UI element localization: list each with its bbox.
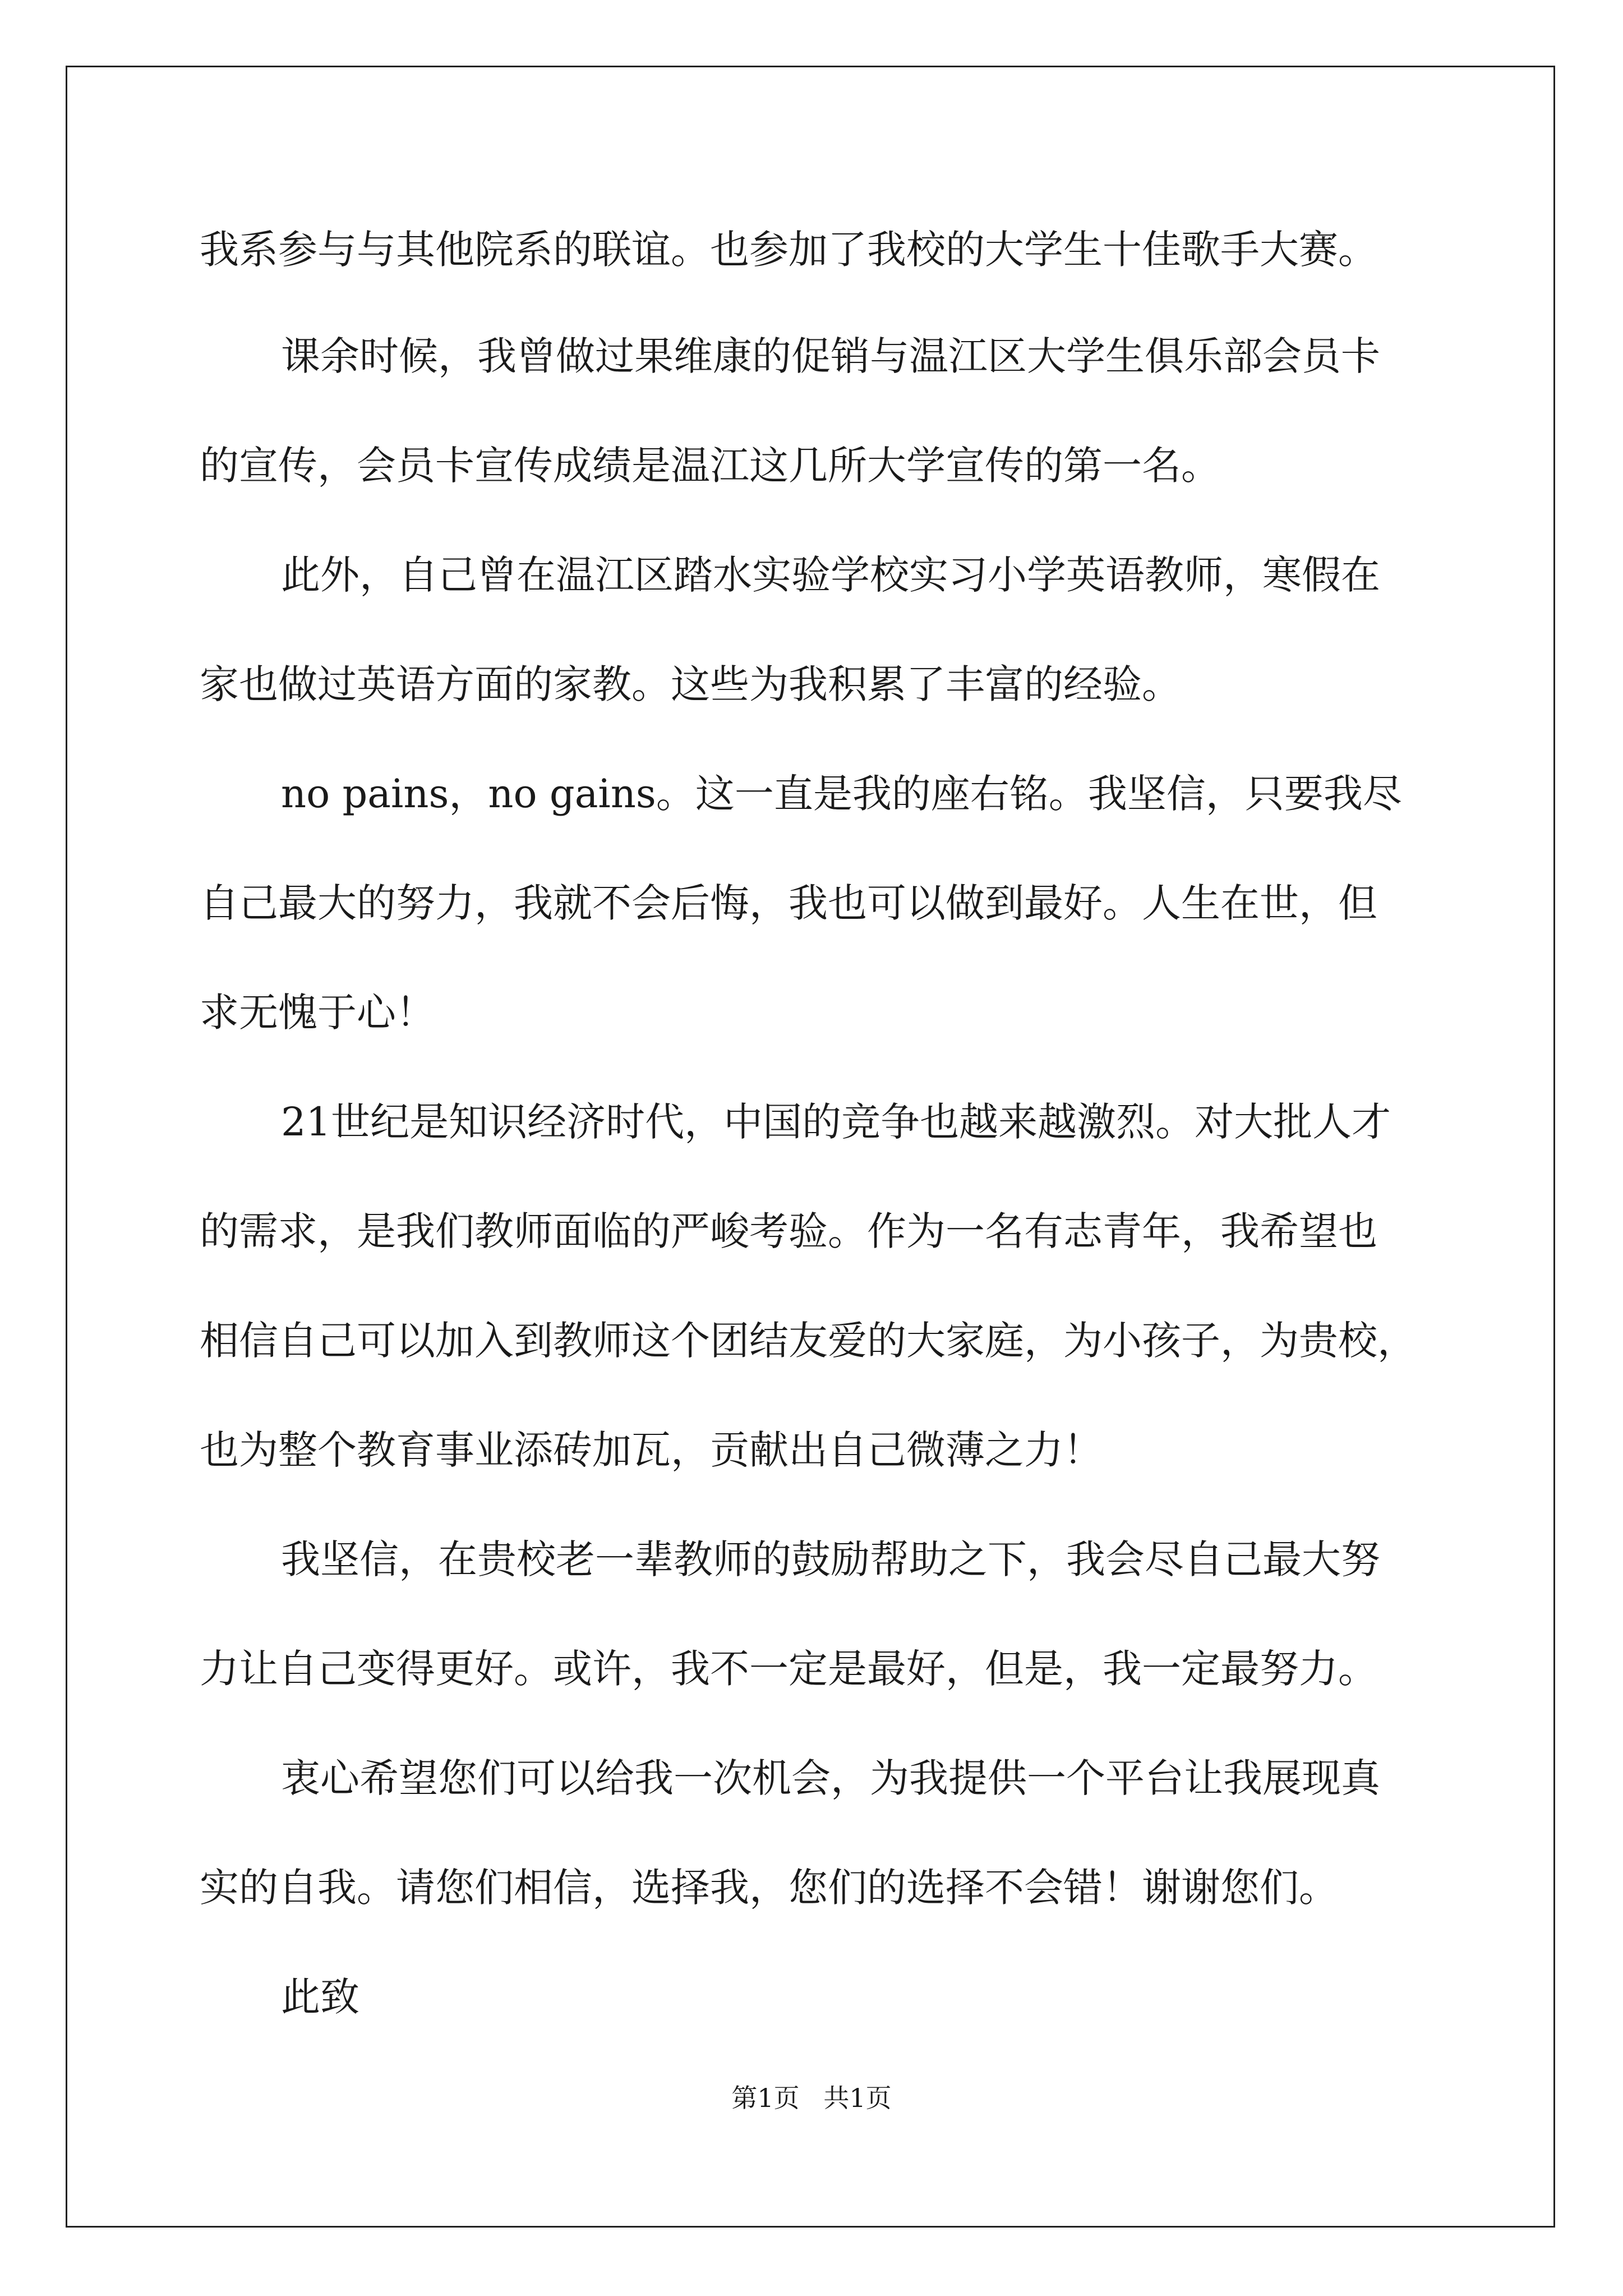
text-line: 自己最大的努力，我就不会后悔，我也可以做到最好。人生在世，但	[200, 880, 1377, 926]
text-line: 我系参与与其他院系的联谊。也参加了我校的大学生十佳歌手大赛。	[200, 227, 1377, 273]
text-line: 力让自己变得更好。或许，我不一定是最好，但是，我一定最努力。	[200, 1646, 1377, 1692]
text-line: 也为整个教育事业添砖加瓦，贡献出自己微薄之力！	[200, 1427, 1103, 1473]
page-count: 共1页	[823, 2083, 892, 2113]
page-footer	[0, 2081, 1623, 2115]
text-line: 的宣传，会员卡宣传成绩是温江这几所大学宣传的第一名。	[200, 443, 1220, 489]
text-line: 求无愧于心！	[200, 990, 435, 1036]
text-line: 我坚信，在贵校老一辈教师的鼓励帮助之下，我会尽自己最大努	[281, 1536, 1380, 1582]
page-number: 第1页	[731, 2083, 800, 2113]
text-line: 衷心希望您们可以给我一次机会，为我提供一个平台让我展现真	[281, 1755, 1380, 1801]
text-line: 实的自我。请您们相信，选择我，您们的选择不会错！谢谢您们。	[200, 1865, 1338, 1911]
text-line: no pains，no gains。这一直是我的座右铭。我坚信，只要我尽	[281, 771, 1402, 817]
text-line: 相信自己可以加入到教师这个团结友爱的大家庭，为小孩子，为贵校，	[200, 1318, 1417, 1364]
text-line: 21世纪是知识经济时代，中国的竞争也越来越激烈。对大批人才	[281, 1099, 1391, 1145]
text-line: 课余时候，我曾做过果维康的促销与温江区大学生俱乐部会员卡	[281, 333, 1380, 379]
text-line: 家也做过英语方面的家教。这些为我积累了丰富的经验。	[200, 661, 1181, 707]
text-line: 此致	[281, 1974, 359, 2020]
text-line: 的需求，是我们教师面临的严峻考验。作为一名有志青年，我希望也	[200, 1208, 1377, 1254]
text-line: 此外，自己曾在温江区踏水实验学校实习小学英语教师，寒假在	[281, 552, 1380, 598]
